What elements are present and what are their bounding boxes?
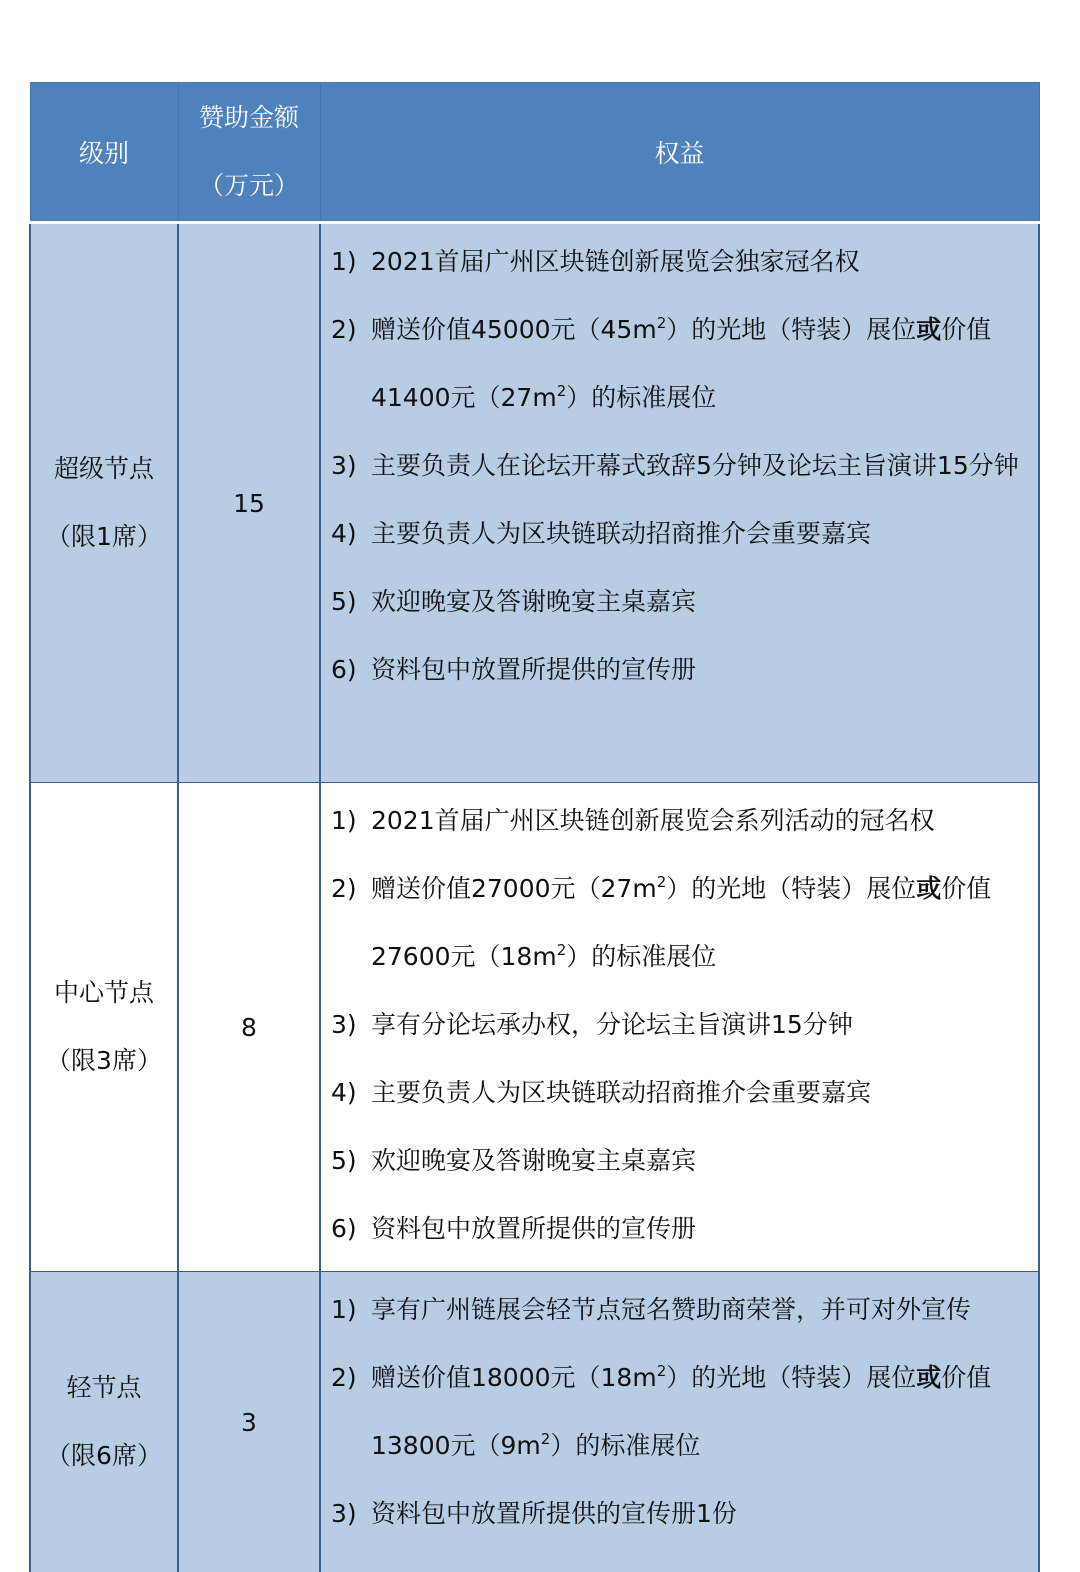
table-row — [30, 783, 1039, 1272]
benefit-item: 5) 欢迎晚宴及答谢晚宴主桌嘉宾 — [331, 1127, 1032, 1195]
benefit-item: 4) 主要负责人为区块链联动招商推介会重要嘉宾 — [331, 1059, 1032, 1127]
sponsorship-table-container — [29, 82, 1038, 1572]
level-name: 中心节点 — [31, 959, 177, 1027]
table-row — [30, 1272, 1039, 1572]
level-cell — [30, 1272, 178, 1572]
benefit-item: 6) 资料包中放置所提供的宣传册 — [331, 1195, 1032, 1263]
level-limit: （限6席） — [31, 1422, 177, 1490]
level-name: 轻节点 — [31, 1354, 177, 1422]
header-benefits: 权益 — [320, 83, 1039, 223]
amount-cell: 8 — [178, 783, 320, 1272]
level-name: 超级节点 — [31, 435, 177, 503]
level-cell — [30, 223, 178, 783]
sponsorship-table — [29, 82, 1040, 1572]
benefits-cell — [320, 1272, 1039, 1572]
table-header-row — [30, 83, 1039, 223]
amount-cell: 3 — [178, 1272, 320, 1572]
header-level: 级别 — [30, 83, 178, 223]
benefit-item: 2) 赠送价值45000元$(45m^2)$的光地（特装）展位或价值41400元$(27m^2)$的标准展位 — [331, 296, 1032, 432]
benefit-item: 1) 享有广州链展会轻节点冠名赞助商荣誉，并可对外宣传 — [331, 1276, 1032, 1344]
benefit-item: 3) 资料包中放置所提供的宣传册1份 — [331, 1480, 1032, 1548]
amount-cell: 15 — [178, 223, 320, 783]
benefits-cell — [320, 223, 1039, 783]
benefit-item: 2) 赠送价值27000元$(27m^2)$的光地（特装）展位或价值27600元$(18m^2)$的标准展位 — [331, 855, 1032, 991]
benefit-item: 4) 主要负责人为区块链联动招商推介会重要嘉宾 — [331, 500, 1032, 568]
benefit-item: 1) 2021首届广州区块链创新展览会独家冠名权 — [331, 228, 1032, 296]
benefit-item: 3) 主要负责人在论坛开幕式致辞5分钟及论坛主旨演讲15分钟 — [331, 432, 1032, 500]
benefits-cell — [320, 783, 1039, 1272]
level-limit: （限1席） — [31, 503, 177, 571]
header-amount: 赞助金额 （万元） — [178, 83, 320, 223]
level-limit: （限3席） — [31, 1027, 177, 1095]
benefit-item: 1) 2021首届广州区块链创新展览会系列活动的冠名权 — [331, 787, 1032, 855]
benefit-item: 2) 赠送价值18000元$(18m^2)$的光地（特装）展位或价值13800元$(9m^2)$的标准展位 — [331, 1344, 1032, 1480]
table-row — [30, 223, 1039, 783]
benefit-item: 6) 资料包中放置所提供的宣传册 — [331, 636, 1032, 704]
benefit-item: 5) 欢迎晚宴及答谢晚宴主桌嘉宾 — [331, 568, 1032, 636]
benefit-item: 3) 享有分论坛承办权，分论坛主旨演讲15分钟 — [331, 991, 1032, 1059]
level-cell — [30, 783, 178, 1272]
